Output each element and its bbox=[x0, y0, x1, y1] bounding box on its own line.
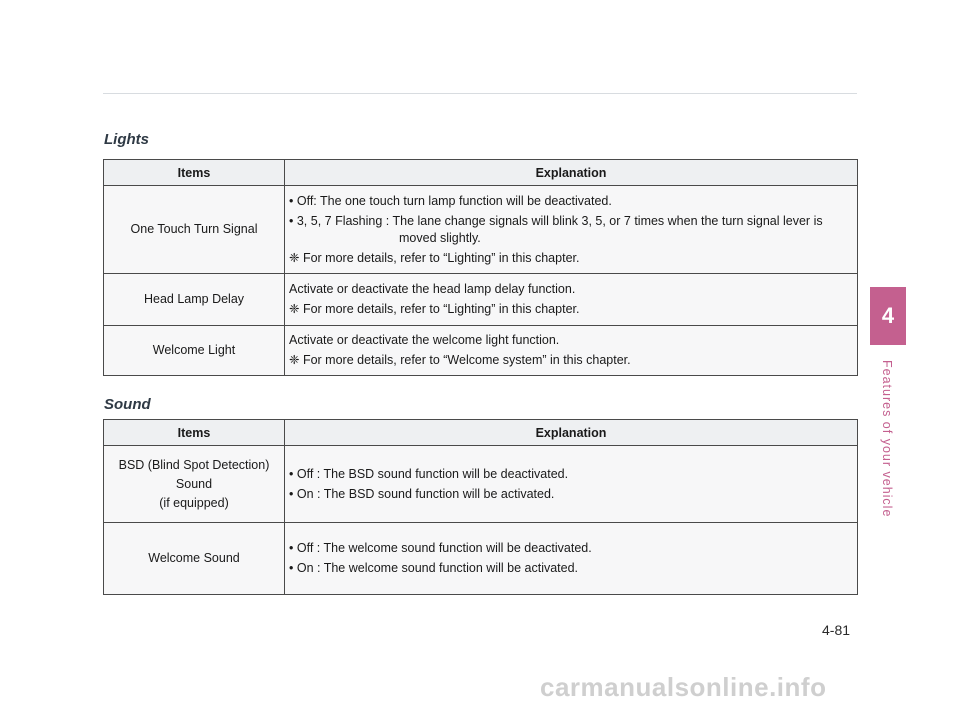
table-row bbox=[104, 186, 858, 274]
explanation-cell bbox=[285, 326, 858, 376]
table-row bbox=[104, 446, 858, 523]
sound-section-title: Sound bbox=[104, 396, 151, 413]
explanation-line: • 3, 5, 7 Flashing : The lane change signals will blink 3, 5, or 7 times when the turn signal lever is bbox=[289, 213, 823, 228]
table-header-row bbox=[104, 160, 858, 186]
items-header: Items bbox=[104, 420, 285, 446]
explanation-line: • On : The BSD sound function will be activated. bbox=[289, 486, 555, 501]
item-line: BSD (Blind Spot Detection) bbox=[118, 457, 270, 472]
item-cell: Welcome Light bbox=[104, 326, 285, 376]
explanation-line: • Off: The one touch turn lamp function will be deactivated. bbox=[289, 193, 612, 208]
explanation-line: Activate or deactivate the welcome light function. bbox=[289, 333, 560, 347]
table-row bbox=[104, 274, 858, 326]
lights-table bbox=[103, 159, 858, 376]
table-row bbox=[104, 326, 858, 376]
page-number: 4-81 bbox=[822, 622, 851, 638]
explanation-line: • On : The welcome sound function will be activated. bbox=[289, 561, 579, 575]
explanation-cell bbox=[285, 274, 858, 326]
top-rule bbox=[103, 93, 857, 94]
chapter-tab[interactable]: 4 bbox=[870, 287, 906, 345]
item-cell: One Touch Turn Signal bbox=[104, 186, 285, 274]
lights-section-title: Lights bbox=[104, 131, 149, 148]
explanation-line: moved slightly. bbox=[399, 230, 481, 245]
item-cell: Head Lamp Delay bbox=[104, 274, 285, 326]
explanation-cell bbox=[285, 186, 858, 274]
table-header-row bbox=[104, 420, 858, 446]
item-cell bbox=[104, 446, 285, 523]
explanation-line: • Off : The welcome sound function will be deactivated. bbox=[289, 541, 592, 555]
chapter-title: Features of your vehicle bbox=[880, 360, 894, 518]
explanation-note: ❈ For more details, refer to “Lighting” in this chapter. bbox=[289, 250, 580, 265]
explanation-header: Explanation bbox=[285, 420, 858, 446]
item-line: (if equipped) bbox=[159, 495, 229, 510]
explanation-line: • Off : The BSD sound function will be deactivated. bbox=[289, 466, 569, 481]
explanation-note: ❈ For more details, refer to “Welcome system” in this chapter. bbox=[289, 353, 631, 367]
explanation-header: Explanation bbox=[285, 160, 858, 186]
explanation-note: ❈ For more details, refer to “Lighting” in this chapter. bbox=[289, 302, 580, 316]
item-cell: Welcome Sound bbox=[104, 523, 285, 595]
items-header: Items bbox=[104, 160, 285, 186]
explanation-cell bbox=[285, 446, 858, 523]
explanation-line: Activate or deactivate the head lamp delay function. bbox=[289, 282, 576, 296]
watermark: carmanualsonline.info bbox=[540, 672, 827, 702]
explanation-cell bbox=[285, 523, 858, 595]
item-line: Sound bbox=[175, 476, 213, 491]
sound-table bbox=[103, 419, 858, 595]
table-row bbox=[104, 523, 858, 595]
